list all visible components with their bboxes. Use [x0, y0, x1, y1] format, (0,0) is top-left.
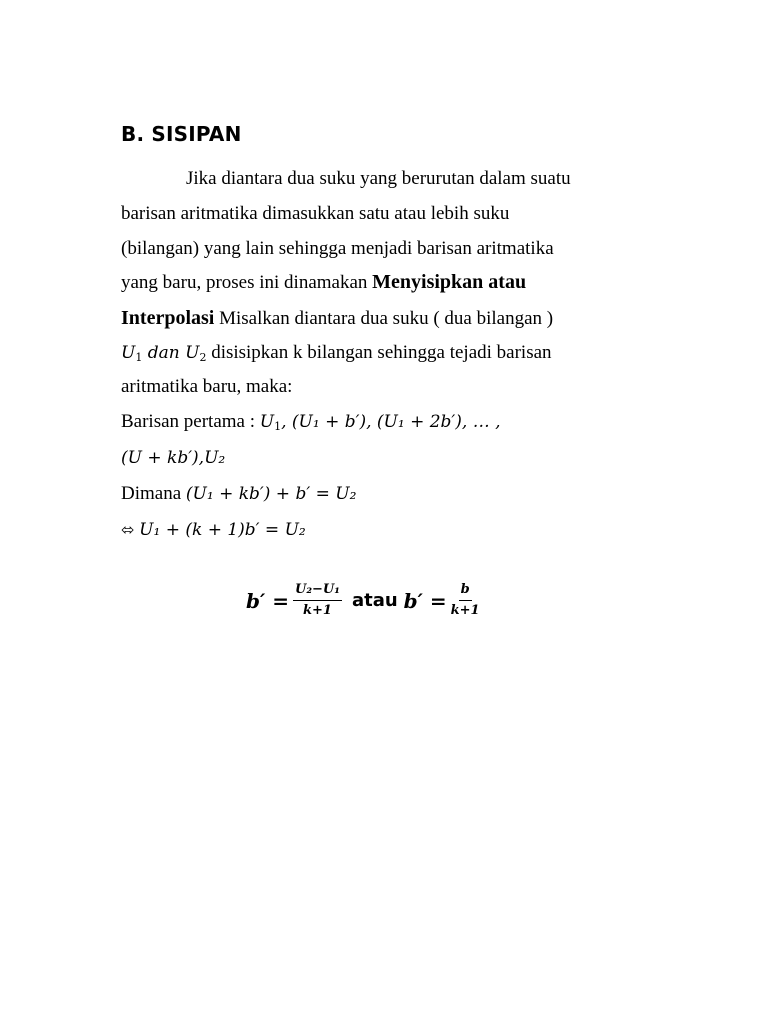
sequence-line-1 — [121, 410, 501, 439]
formula-atau: atau — [351, 590, 398, 611]
sequence-expression: , (U₁ + b′), (U₁ + 2b′), … , — [281, 412, 501, 432]
section-heading: B. SISIPAN — [121, 122, 242, 146]
dimana-line — [121, 482, 356, 506]
paragraph-line-3: (bilangan) yang lain sehingga menjadi barisan aritmatika — [121, 238, 554, 259]
paragraph-line-6-text: disisipkan k bilangan sehingga tejadi barisan — [206, 342, 552, 363]
paragraph-line-4 — [121, 270, 526, 295]
formula-rhs: b′ = — [403, 588, 447, 613]
barisan-label: Barisan pertama : — [121, 411, 260, 432]
fraction-1-numerator: U₂−U₁ — [293, 582, 342, 601]
equivalence-icon: ⬄ — [121, 520, 135, 539]
sequence-line-2 — [121, 446, 225, 470]
math-u1-dan-u2: $U_1$ dan $U_2$ — [121, 343, 207, 364]
fraction-1 — [293, 582, 342, 619]
paragraph-line-5 — [121, 306, 553, 331]
paragraph-line-5-text: Misalkan diantara dua suku ( dua bilangan ) — [214, 308, 554, 329]
sequence-first-term: $U_1$ — [259, 412, 282, 433]
formula-lhs: b′ = — [246, 588, 289, 613]
paragraph-line-7: aritmatika baru, maka: — [121, 376, 293, 397]
dimana-label: Dimana — [121, 483, 186, 504]
paragraph-line-6 — [121, 341, 552, 370]
equivalence-line — [121, 518, 306, 542]
dimana-equation: (U₁ + kb′) + b′ = U₂ — [185, 484, 357, 504]
fraction-2 — [451, 582, 480, 619]
fraction-1-denominator: k+1 — [302, 603, 332, 618]
main-formula — [246, 582, 484, 619]
paragraph-line-1: Jika diantara dua suku yang berurutan dalam suatu — [186, 168, 571, 189]
sequence-expression-end: (U + kb′),U₂ — [121, 448, 226, 468]
paragraph-line-4-text: yang baru, proses ini dinamakan — [121, 272, 373, 293]
fraction-2-denominator: k+1 — [450, 603, 480, 618]
paragraph-line-2: barisan aritmatika dimasukkan satu atau lebih suku — [121, 203, 510, 224]
term-interpolasi: Interpolasi — [121, 307, 215, 329]
equivalence-equation: U₁ + (k + 1)b′ = U₂ — [139, 520, 306, 540]
fraction-2-numerator: b — [459, 582, 472, 601]
term-menyisipkan: Menyisipkan atau — [372, 271, 527, 293]
